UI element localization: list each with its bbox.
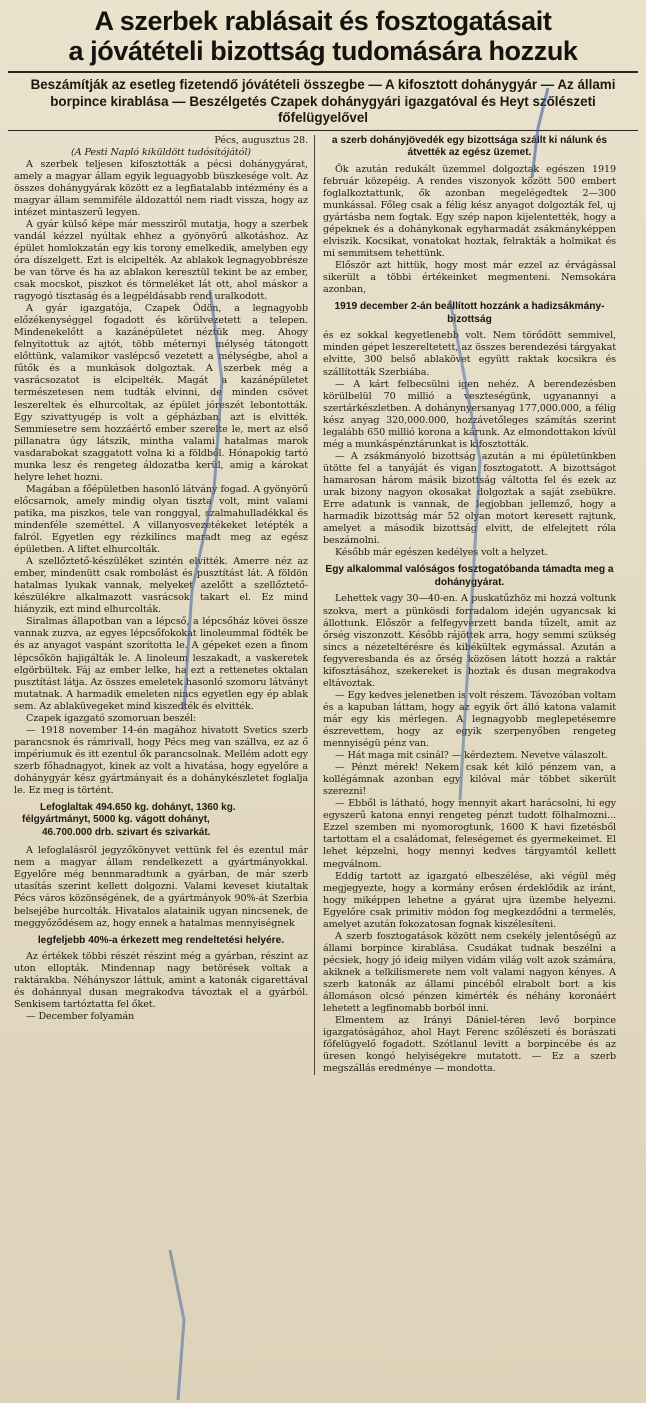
right-paragraph: Eddig tartott az igazgató elbeszélése, aki végül még megjegyezte, hogy a kormány erősen érdeklődik az iránt, hogy miképpen lehetne a gyárat ujra üzembe helyezni. Egyelőre csak primitiv módon fog megkezdődni a termelés, amelyet azután fokozatosan fognak kiszélesíteni. (323, 870, 616, 930)
right-subheading: Egy alkalommal valóságos fosztogatóbanda támadta meg a dohánygyárat. (325, 564, 614, 588)
right-paragraph: Ők azután redukált üzemmel dolgoztak egészen 1919 február közepéig. A rendes viszonyok között 500 embert foglalkoztattunk, ők azonban megelégedtek 2—300 munkással. Főleg csak a félig kész anyagot dolgozták fel, uj gyártásba nem fogtak. Egy szép napon kijelentették, hogy a gépeknek és a dohánykonak egyharmadát zsákmányképpen elviszik. Kocsikat, vonatokat hoztak, felrakták a holmikat és mi semmitsem tehettünk. (323, 163, 616, 260)
right-paragraph: A szerb fosztogatások között nem csekély jelentőségű az állami borpince kirablása. Csudákat tudnak beszélni a pécsiek, hogy jó ideig milyen vidám világ volt azok számára, akiknek a telkilismerete nem volt valami nagyon kényes. A szerb katonák az állami pincéből elrabolt bort a kis állomáson olcsó pénzen kimérték és néhány koronáért lehetett a legfinomabb borból inni. (323, 930, 616, 1015)
right-paragraph: — Hát maga mit csinál? — kérdeztem. Nevetve válaszolt. (335, 750, 608, 762)
seizure-statistics (14, 802, 308, 839)
left-paragraph: Az értékek többi részét részint még a gyárban, részint az uton ellopták. Mindennap nagy betörések voltak a raktárakba. Néhányszor láttuk, amint a katonák cigarettával és dohánnyal dusan megrakodva távoztak el a gyárból. Senkisem tartóztatta fel őket. (14, 951, 308, 1011)
right-subheading: a szerb dohányjövedék egy bizottsága szállt ki nálunk és átvették az egész üzemet. (331, 134, 608, 159)
right-column (315, 135, 622, 1076)
right-subheading: 1919 december 2-án beállított hozzánk a hadizsákmány-bizottság (334, 301, 605, 325)
article-columns (8, 135, 638, 1076)
right-paragraph: Lehettek vagy 30—40-en. A puskatűzhöz mi hozzá voltunk szokva, mert a pünkösdi forradalom idején ugyancsak ki állottunk. Először a felfegyverzett banda tűzelt, amit az őrség viszonzott. Később rájöttek arra, hogy semmi szükség sincs a nézeteltérésre és kibékültek egymással. Azután a fegyveresbanda és az őrség közösen látott hozzá a raktár kifosztásához, szekereket is hoztak és dusan megrakodva eltávoztak. (323, 593, 616, 689)
left-paragraph: A gyár igazgatója, Czapek Ödön, a legnagyobb előzékenységgel fogadott és körülvezetett a telepen. Mindenekelőtt a kazánépületet néztük meg. Ahogy felnyitottuk az ajtót, több méternyi mélység tátongott előttünk, valamikor vaslépcső vezetett a mélységbe, ahol a fűtők és a munkások dolgoztak. A szerbek még a vasrácsozatot is elcipelték. Magát a kazánépületet természetesen nem tudták elvinni, de minden csövet leszereltek és elhurcoltak, az épület jóreszét lebontották. Egy szivattyugép is volt a gépházban, azt is elvitték. Semmiesetre sem hozzáértő ember szerelte le, mert az első pillanatra úgy látszik, mintha valami hatalmas marok vasdarabokat szaggatott volna ki a földből. Hónapokig tartó munka lesz és rengeteg áldozatba kerül, amig a károkat helyre lehet hozni. (14, 303, 308, 483)
dateline: Pécs, augusztus 28. (214, 134, 308, 146)
blue-pencil-mark-bottom (150, 1250, 210, 1400)
right-paragraph: Először azt hittük, hogy most már ezzel az érvágással sikerült a többi értékeinket megmenteni. Nemsokára azonban, (323, 260, 616, 296)
right-paragraph: — A zsákmányoló bizottság azután a mi épületünkben ütötte fel a tanyáját és vigan fosztogatott. A bizottságot hamarosan három másik bizottság váltotta fel és ezek az urak bizony nagyon okosakat dolgoztak a saját zsebükre. Erre adatunk is vannak, de legjobban jellemző, hogy a harmadik bizottság már 52 olyan motort keresett rajtunk, amelyet a második bizottság elvitt, de elfelejtett róla beszámolni. (323, 450, 616, 547)
subheadline: Beszámítják az esetleg fizetendő jóvátételi összegbe — A kifosztott dohánygyár — Az állami borpince kirablása — Beszélgetés Czapek dohánygyári igazgatóval és Heyt szőlészeti főfelügyelővel (30, 77, 616, 125)
left-subheading: legfeljebb 40%-a érkezett meg rendeltetési helyére. (37, 934, 285, 946)
headline-rule (8, 71, 638, 73)
left-paragraph: Czapek igazgató szomoruan beszél: (26, 712, 197, 724)
right-paragraph: és ez sokkal kegyetlenebb volt. Nem törődött semmivel, minden gépet leszereltetett, az összes berendezési tárgyakat elvitte, 300 belső ablakövet együtt raktak kocsikra és szállították Szerbiába. (323, 330, 616, 378)
stats-line: Lefoglaltak 494.650 kg. dohányt, 1360 kg. (40, 802, 236, 814)
right-paragraph: — A kárt felbecsülni igen nehéz. A berendezésben körülbelül 70 millió a veszteségünk, ugyanannyi a szertárkészletben. A dohánynyersanyag 177,000.000, a félig kész anyag 320,000.000, hozzávetőleges számítás szerint legalább 650 millió korona a kárunk. Az elmondottakon kívül még a munkáspénztárunkat is kifosztották. (323, 378, 616, 450)
left-paragraph: Magában a főépületben hasonló látvány fogad. A gyönyörű előcsarnok, amely mindig olyan tiszta volt, mint valami patika, ma piszkos, tele van ronggyal, szalmahulladékkal és mindenféle szeméttel. A villanyosvezetékeket letépték a falról. Egyetlen egy rézkilincs maradt meg az egész épületben. A liftet elhurcolták. (14, 483, 308, 556)
left-paragraph: A szerbek teljesen kifosztották a pécsi dohánygyárat, amely a magyar állam egyik leguagyobb büszkesége volt. Az összes dohánygyárak között ez a legfiatalabb intézmény és a magyar állam semmiféle áldozattól nem riadt vissza, hogy az intézet mintaszerű legyen. (14, 158, 308, 218)
left-paragraph: — December folyamán (26, 1011, 135, 1023)
right-paragraph: — Pénzt mérek! Nekem csak két kiló pénzem van, a kollégámnak azonban egy kilóval már többet sikerült szerezni! (323, 762, 616, 798)
left-paragraph: — 1918 november 14-én magához hivatott Svetics szerb parancsnok és rámrivall, hogy Pécs meg van szállva, ez az ő impériumuk és itt ezentul ők parancsolnak. Mellém adott egy szerb főhadnagyot, kinek az volt a hivatása, hogy egyelőre a dohánygyár kész gyártmányait és a dohánykészletet foglalja le. Ez meg is történt. (14, 724, 308, 797)
correspondent-credit: (A Pesti Napló kiküldött tudósítójától) (71, 146, 251, 158)
left-column (8, 135, 315, 1076)
right-paragraph: Elmentem az Irányi Dániel-téren levő borpince igazgatóságához, ahol Hayt Ferenc szőlészeti és borászati főfelügyelő fogadott. Szótlanul levitt a borpincébe és az üresen kongó helyiségekre mutatott. — Ez a szerb megszállás eredménye — mondotta. (323, 1015, 616, 1075)
headline-line-1: A szerbek rablásait és fosztogatásait (94, 6, 552, 36)
stats-line: félgyártmányt, 5000 kg. vágott dohányt, (22, 814, 210, 826)
headline (8, 6, 638, 66)
left-paragraph: A szellőztető-készüléket szintén elvitték. Amerre néz az ember, mindenütt csak rombolást és pusztítást lát. A földön hatalmas lyukak vannak, melyeket azelőtt a szellőztető-készülékre alkalmazott vasrácsok takart el. Ez mind hiányzik, ezt mind elhurcolták. (14, 556, 308, 616)
right-paragraph: — Egy kedves jelenetben is volt részem. Távozóban voltam és a kapuban láttam, hogy az egyik őrt álló katona valamit már egy kis mérlegen. A legnagyobb meglepetésemre észrevettem, hogy az egyik szerpenyőben rengeteg mennyiségü pénz van. (323, 689, 616, 750)
right-paragraph: Később már egészen kedélyes volt a helyzet. (335, 547, 548, 559)
left-paragraph: A gyár külső képe már messziről mutatja, hogy a szerbek vandál kézzel nyúltak ehhez a gyönyörű alkotáshoz. Az épület homlokzatán egy kis torony emelkedik, amelyben egy óra díszelgett. Ezt is elcipelték. Az ablakok legnagyobbrésze be van törve és ha az ablakon keresztül tekint be az ember, csak mocskot, piszkot és törmeléket lát ott, ahol máskor a ragyogó tisztaság és a legpéldásabb rend uralkodott. (14, 218, 308, 303)
subheadline-rule (8, 130, 638, 131)
stats-line: 46.700.000 drb. szivart és szivarkát. (42, 826, 211, 838)
headline-line-2: a jóvátételi bizottság tudomására hozzuk (68, 36, 578, 66)
right-paragraph: — Ebből is látható, hogy mennyit akart harácsolni, hi egy egyszerű katona ennyi rengeteg pénzt tudott fölhalmozni... Ezzel szemben mi nyomorogtunk, 1600 K havi fizetésből tartottam el a családomat, feleségemet és gyermekeimet. El lehet képzelni, hogy mennyi kedves tárgyamtól kellett megválnom. (323, 798, 616, 870)
left-paragraph: A lefoglalásról jegyzőkönyvet vettünk fel és ezentul már nem a magyar állam rendelkezett a gyártmányokkal. Egyelőre még bennmaradtunk a gyárban, de már szerb utasítás szerint kellett dolgozni. Valami keveset kiutaltak Pécs város közönségének, de a gyártmányok 90%-át Szerbia belsejébe hurcolták. Hivatalos alatainik ugyan nincsenek, de meggyőződésem az, hogy ennek a hatalmas mennyiségnek (14, 845, 308, 929)
left-paragraph: Siralmas állapotban van a lépcső, a lépcsőház kövei össze vannak zuzva, az egyes lépcsőfokokat linoleummal födték be és az anyagot vaspánt szorította le. A gépeket ezen a finom lépcsőkön hajigálták le. A linoleum leszakadt, a vaskeretek elgörbültek. Fáj az ember lelke, ha ezt a rettenetes oktalan pusztítást látja. Az összes emeletek hasonló szomoru látványt mutatnak. A harmadik emeleten nincs egyetlen egy ép ablak sem. Az ablaküvegeket mind kiszedték és elvitték. (14, 616, 308, 712)
